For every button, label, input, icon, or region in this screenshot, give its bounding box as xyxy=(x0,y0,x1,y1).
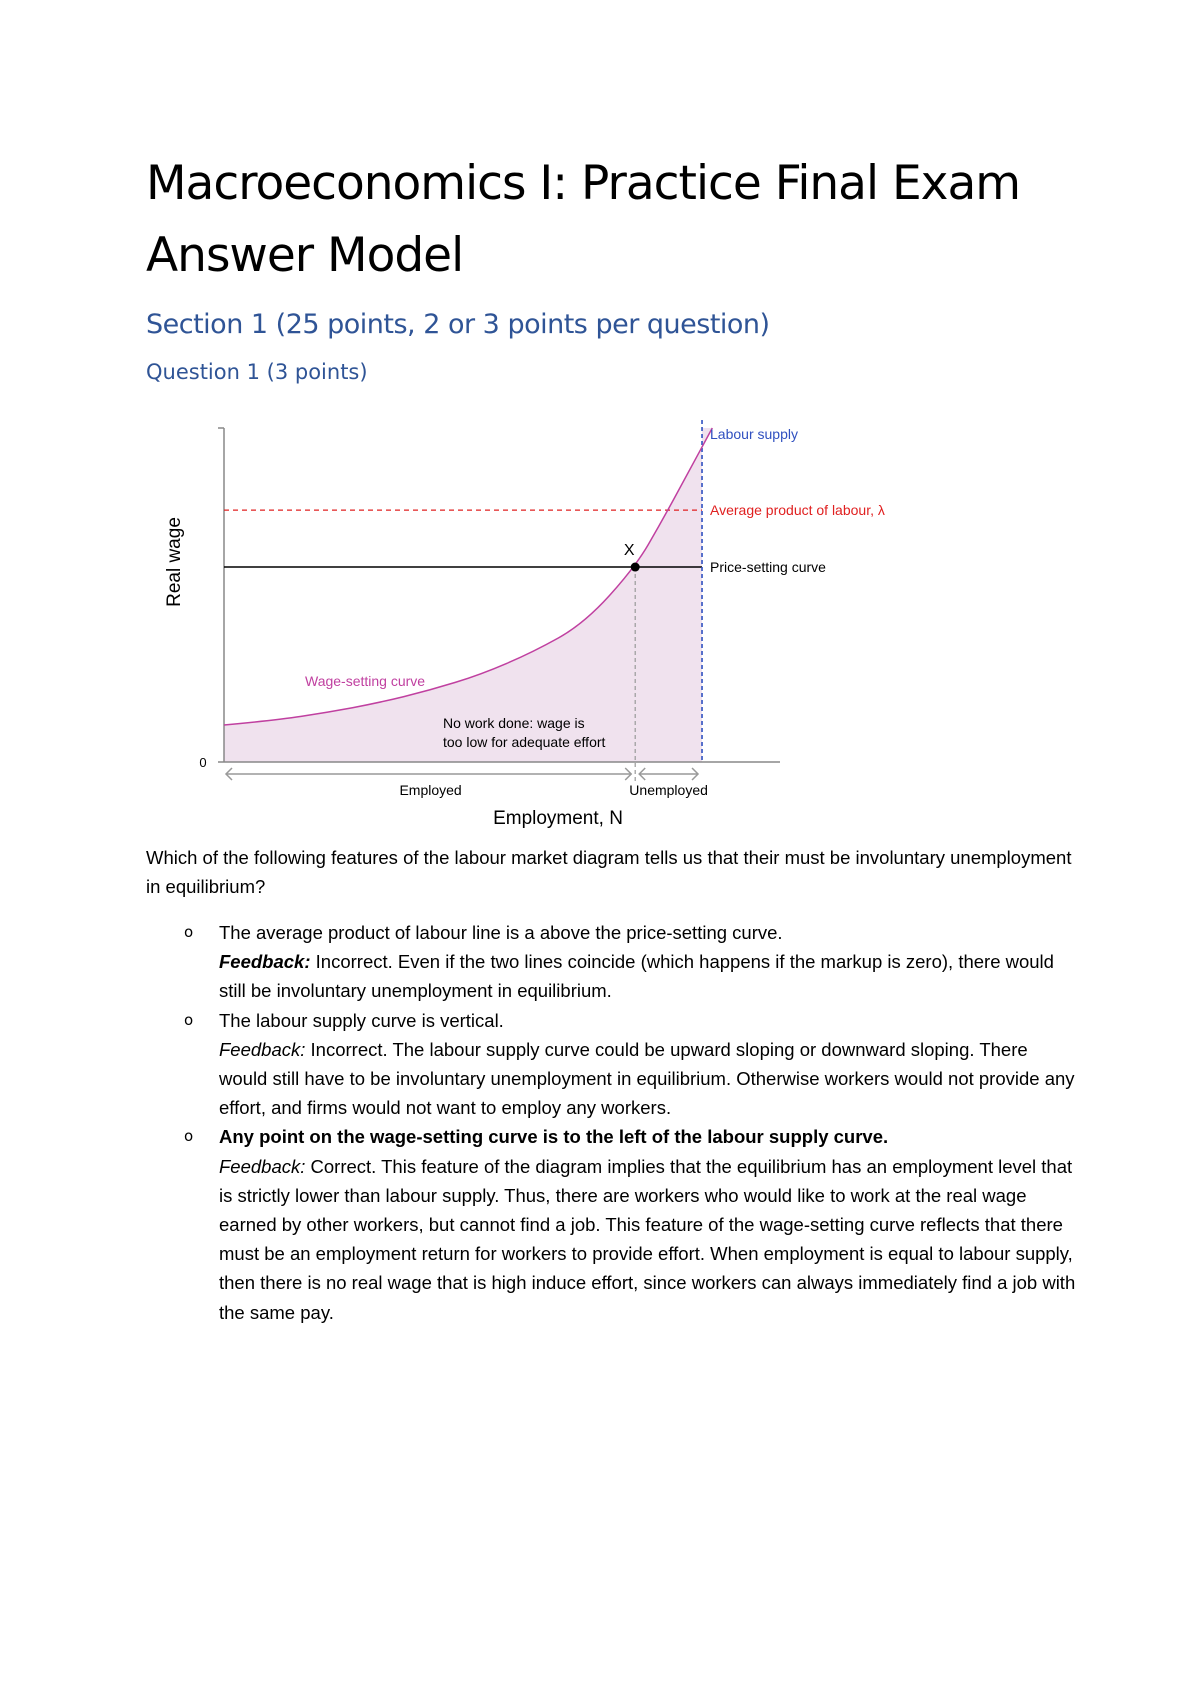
labour-market-chart xyxy=(150,410,990,830)
unemployed-arrow xyxy=(639,768,698,780)
region-note-line-1: No work done: wage is xyxy=(443,715,585,731)
non-work-shaded-region xyxy=(224,428,712,762)
option-text: Any point on the wage-setting curve is to the left of the labour supply curve. xyxy=(219,1126,889,1148)
radio-bullet-icon[interactable]: o xyxy=(184,923,194,941)
labour-market-chart-svg xyxy=(150,410,990,830)
question-heading: Question 1 (3 points) xyxy=(146,360,368,384)
section-heading: Section 1 (25 points, 2 or 3 points per question) xyxy=(146,309,770,340)
document-title xyxy=(146,148,1096,292)
employed-label: Employed xyxy=(399,782,462,798)
x-axis-label: Employment, N xyxy=(493,808,623,829)
employed-arrow xyxy=(226,768,631,780)
labour-supply-label: Labour supply xyxy=(710,426,798,442)
answer-option-1[interactable] xyxy=(146,918,1076,1006)
option-feedback xyxy=(219,1039,1075,1118)
feedback-label: Feedback: xyxy=(219,951,311,973)
feedback-label: Feedback: xyxy=(219,1155,306,1177)
equilibrium-point xyxy=(631,563,640,572)
question-text: Which of the following features of the labour market diagram tells us that their must be involuntary unemployment in equilibrium? xyxy=(146,847,1072,897)
average-product-label: Average product of labour, λ xyxy=(710,502,885,519)
feedback-text: Incorrect. Even if the two lines coincide (which happens if the markup is zero), there would still be involuntary unemployment in equilibrium. xyxy=(219,951,1054,1002)
feedback-text: Correct. This feature of the diagram implies that the equilibrium has an employment level that is strictly lower than labour supply. Thus, there are workers who would like to work at the real wage earned by other workers, but cannot find a job. This feature of the wage-setting curve reflects that there must be an employment return for workers to provide effort. When employment is equal to labour supply, then there is no real wage that is high induce effort, since workers can always immediately find a job with the same pay. xyxy=(219,1155,1076,1323)
price-setting-label: Price-setting curve xyxy=(710,559,826,576)
answer-options xyxy=(146,918,1076,1327)
unemployed-label: Unemployed xyxy=(629,782,708,798)
option-text: The labour supply curve is vertical. xyxy=(219,1009,504,1031)
y-origin-label: 0 xyxy=(199,755,207,770)
title-line-1: Macroeconomics I: Practice Final Exam xyxy=(146,156,1021,211)
radio-bullet-icon[interactable]: o xyxy=(184,1127,194,1146)
option-feedback xyxy=(219,1156,1075,1323)
equilibrium-label: X xyxy=(623,542,635,560)
title-line-2: Answer Model xyxy=(146,228,464,283)
radio-bullet-icon[interactable]: o xyxy=(184,1010,194,1029)
y-axis-label: Real wage xyxy=(164,517,185,607)
answer-option-3[interactable] xyxy=(146,1122,1076,1326)
option-text: The average product of labour line is a above the price-setting curve. xyxy=(219,922,783,943)
option-feedback xyxy=(219,951,1054,1001)
feedback-text: Incorrect. The labour supply curve could be upward sloping or downward sloping. There would still have to be involuntary unemployment in equilibrium. Otherwise workers would not provide any effort, and firms would not want to employ any workers. xyxy=(219,1038,1075,1119)
answer-option-2[interactable] xyxy=(146,1006,1076,1123)
region-note-line-2: too low for adequate effort xyxy=(443,734,606,750)
wage-setting-label: Wage-setting curve xyxy=(305,673,426,689)
feedback-label: Feedback: xyxy=(219,1038,306,1060)
